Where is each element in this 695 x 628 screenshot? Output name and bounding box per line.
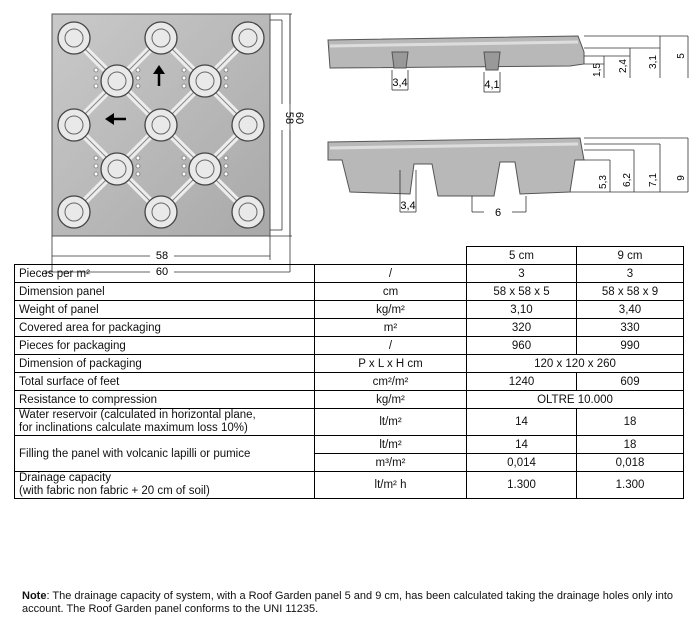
row-value-merged: OLTRE 10.000 [467, 391, 684, 409]
row-value-9cm: 609 [577, 373, 684, 391]
row-value-9cm: 330 [577, 319, 684, 337]
row-unit: / [315, 337, 467, 355]
table-row [15, 436, 684, 454]
profile5-d3: 3,1 [648, 55, 659, 69]
row-label: Filling the panel with volcanic lapilli or pumice [15, 436, 315, 472]
row-value-5cm: 0,014 [467, 454, 577, 472]
row-label: Total surface of feet [15, 373, 315, 391]
row-value-9cm: 990 [577, 337, 684, 355]
row-label: Resistance to compression [15, 391, 315, 409]
row-value-9cm: 18 [577, 436, 684, 454]
row-value-9cm: 3 [577, 265, 684, 283]
row-unit: kg/m² [315, 301, 467, 319]
row-label-line1: Drainage capacity [19, 472, 112, 484]
dim-60-label: 60 [155, 266, 169, 278]
row-label: Dimension of packaging [15, 355, 315, 373]
profile9-left-dim: 3,4 [400, 200, 416, 212]
row-value-5cm: 14 [467, 409, 577, 436]
row-label: Covered area for packaging [15, 319, 315, 337]
row-label-line2: for inclinations calculate maximum loss 10%) [19, 422, 248, 434]
profile-5cm-section [328, 36, 688, 92]
row-value-merged: 120 x 120 x 260 [467, 355, 684, 373]
profile9-d2: 6,2 [622, 173, 633, 187]
table-row [15, 355, 684, 373]
header-5cm: 5 cm [467, 247, 577, 265]
row-value-5cm: 320 [467, 319, 577, 337]
note-label: Note [22, 590, 47, 602]
table-row [15, 373, 684, 391]
table-row [15, 472, 684, 499]
row-value-9cm: 58 x 58 x 9 [577, 283, 684, 301]
row-value-5cm: 1240 [467, 373, 577, 391]
row-value-5cm: 1.300 [467, 472, 577, 499]
profile5-middle-dim: 4,1 [484, 79, 500, 91]
row-value-9cm: 0,018 [577, 454, 684, 472]
profile9-middle-dim: 6 [494, 207, 502, 219]
row-value-9cm: 18 [577, 409, 684, 436]
row-unit: m³/m² [315, 454, 467, 472]
profile5-d2: 2,4 [618, 59, 629, 73]
table-row [15, 391, 684, 409]
dim-60-vertical-label: 60 [293, 111, 305, 125]
profile5-d4: 5 [676, 53, 687, 59]
dim-58-label: 58 [155, 250, 169, 262]
profile5-d1: 1,5 [592, 63, 603, 77]
profile9-d3: 7,1 [648, 173, 659, 187]
row-label-line2: (with fabric non fabric + 20 cm of soil) [19, 485, 210, 497]
row-value-9cm: 3,40 [577, 301, 684, 319]
row-value-5cm: 3 [467, 265, 577, 283]
row-value-5cm: 14 [467, 436, 577, 454]
table-row [15, 319, 684, 337]
row-label [15, 409, 315, 436]
row-unit: lt/m² [315, 436, 467, 454]
row-label: Weight of panel [15, 301, 315, 319]
row-value-5cm: 58 x 58 x 5 [467, 283, 577, 301]
row-unit: lt/m² [315, 409, 467, 436]
profile-9cm-section [328, 138, 688, 219]
profile9-d1: 5,3 [598, 175, 609, 189]
dim-58-vertical-label: 58 [283, 111, 295, 125]
row-label: Dimension panel [15, 283, 315, 301]
note-text: : The drainage capacity of system, with a Roof Garden panel 5 and 9 cm, has been calculated taking the drainage holes only into account. The Roof Garden panel conforms to the UNI 11235. [22, 590, 674, 615]
row-unit: cm²/m² [315, 373, 467, 391]
table-row [15, 283, 684, 301]
row-unit: lt/m² h [315, 472, 467, 499]
spec-table [14, 246, 684, 499]
table-row [15, 301, 684, 319]
row-unit: kg/m² [315, 391, 467, 409]
row-label: Pieces for packaging [15, 337, 315, 355]
row-label-line1: Water reservoir (calculated in horizontal plane, [19, 409, 256, 421]
row-label [15, 472, 315, 499]
row-unit: cm [315, 283, 467, 301]
row-value-9cm: 1.300 [577, 472, 684, 499]
profile5-left-dim: 3,4 [392, 77, 408, 89]
panel-top-view [52, 14, 270, 236]
row-value-5cm: 3,10 [467, 301, 577, 319]
profile9-d4: 9 [676, 175, 687, 181]
row-value-5cm: 960 [467, 337, 577, 355]
footnote [22, 590, 682, 616]
row-unit: / [315, 265, 467, 283]
table-row [15, 265, 684, 283]
row-label: Pieces per m² [15, 265, 315, 283]
row-unit: m² [315, 319, 467, 337]
row-unit: P x L x H cm [315, 355, 467, 373]
table-row [15, 337, 684, 355]
table-row [15, 409, 684, 436]
table-header-row [15, 247, 684, 265]
header-9cm: 9 cm [577, 247, 684, 265]
technical-drawings [0, 0, 695, 280]
